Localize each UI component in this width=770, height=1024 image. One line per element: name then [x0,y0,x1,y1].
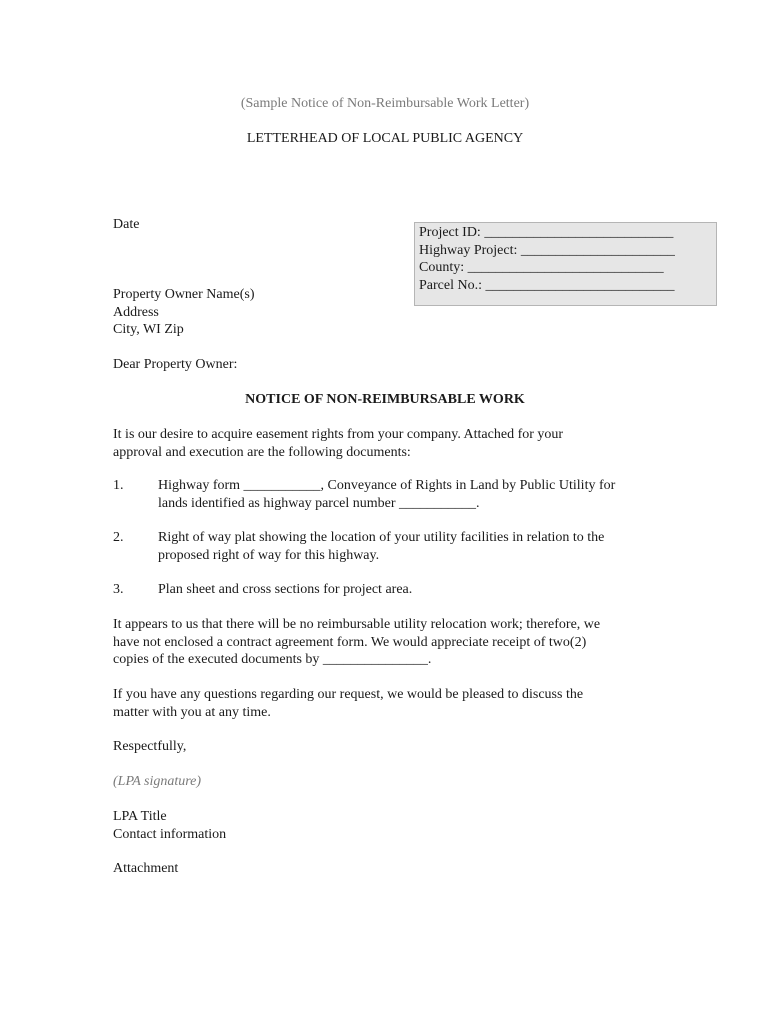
owner-address: Address [113,304,159,320]
list-number: 2. [113,530,124,545]
paragraph-line: If you have any questions regarding our request, we would be pleased to discuss the [113,687,584,702]
parcel-no-row: Parcel No.: ___________________________ [419,277,675,293]
list-line: Highway form ___________, Conveyance of Rights in Land by Public Utility for [158,478,616,493]
date-label: Date [113,217,140,232]
paragraph-line: It is our desire to acquire easement rights from your company. Attached for your [113,427,564,442]
owner-city: City, WI Zip [113,322,184,337]
paragraph-no-reimbursement [113,616,673,669]
signer-block [113,808,226,843]
salutation: Dear Property Owner: [113,357,238,372]
highway-project-row: Highway Project: ______________________ [419,242,675,258]
notice-heading: NOTICE OF NON-REIMBURSABLE WORK [245,392,525,407]
owner-address-block [113,286,255,339]
paragraph-intro [113,426,673,461]
list-body [158,529,604,564]
letterhead-title: LETTERHEAD OF LOCAL PUBLIC AGENCY [246,131,524,146]
closing: Respectfully, [113,739,187,754]
list-line: Plan sheet and cross sections for project area. [158,582,413,597]
list-body [158,581,412,599]
signer-contact: Contact information [113,826,227,842]
signature-placeholder: (LPA signature) [113,774,202,789]
paragraph-line: It appears to us that there will be no reimbursable utility relocation work; therefore, we [113,617,601,632]
paragraph-line: copies of the executed documents by _______________. [113,652,432,667]
list-line: lands identified as highway parcel number ___________. [158,495,480,511]
owner-name: Property Owner Name(s) [113,287,255,302]
list-number: 1. [113,478,124,493]
attachment-label: Attachment [113,861,179,876]
list-body [158,477,615,512]
list-line: proposed right of way for this highway. [158,547,380,563]
project-id-row: Project ID: ___________________________ [419,225,674,240]
sample-note: (Sample Notice of Non-Reimbursable Work Letter) [240,96,530,111]
signer-title: LPA Title [113,809,167,824]
paragraph-line: approval and execution are the following documents: [113,444,411,460]
project-info-box [414,222,717,306]
paragraph-line: matter with you at any time. [113,704,271,720]
list-line: Right of way plat showing the location of your utility facilities in relation to the [158,530,605,545]
paragraph-line: have not enclosed a contract agreement form. We would appreciate receipt of two(2) [113,634,587,650]
paragraph-questions [113,686,673,721]
county-row: County: ____________________________ [419,260,664,275]
list-number: 3. [113,582,124,597]
